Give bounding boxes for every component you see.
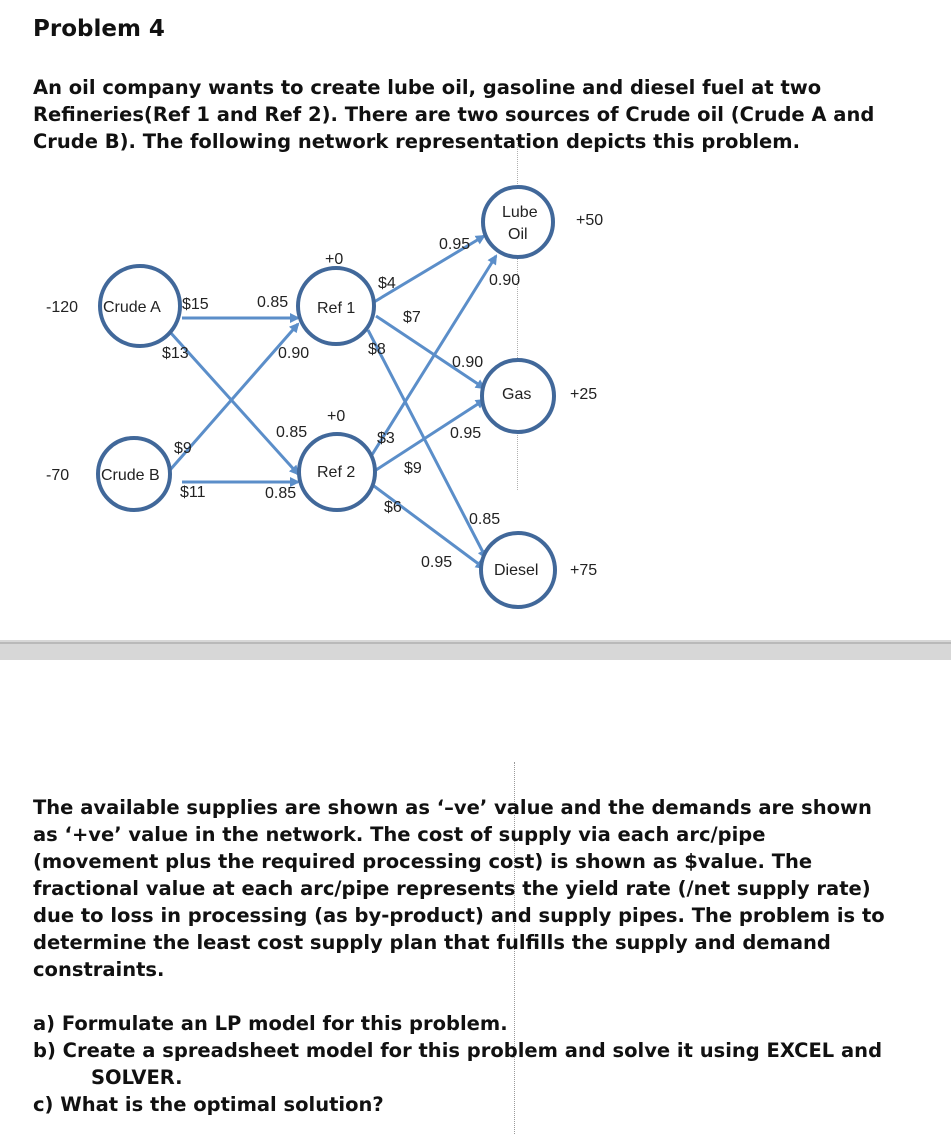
diesel-label: Diesel [494, 562, 539, 579]
description-line: as ‘+ve’ value in the network. The cost of supply via each arc/pipe [33, 823, 766, 846]
cost-ref2-lube: $3 [377, 430, 395, 447]
ref1-balance: +0 [325, 251, 344, 268]
description-line: (movement plus the required processing cost) is shown as $value. The [33, 850, 813, 873]
crude-b-supply: -70 [46, 467, 70, 484]
description-line: due to loss in processing (as by-product) and supply pipes. The problem is to [33, 904, 885, 927]
cost-crude-b-ref2: $11 [180, 484, 206, 501]
cost-ref2-diesel: $6 [384, 499, 402, 516]
lube-label-line1: Lube [502, 204, 538, 221]
cost-ref1-lube: $4 [378, 275, 396, 292]
lube-label-line2: Oil [508, 226, 528, 243]
crude-a-supply: -120 [46, 299, 79, 316]
cost-crude-b-ref1: $9 [174, 440, 192, 457]
cost-crude-a-ref1: $15 [182, 296, 209, 313]
description-line: The available supplies are shown as ‘–ve’ value and the demands are shown [33, 796, 872, 819]
question-b-continued: SOLVER. [91, 1066, 183, 1089]
ref2-label: Ref 2 [317, 464, 356, 481]
yield-ref2-lube: 0.90 [489, 272, 521, 289]
yield-ref2-diesel: 0.95 [421, 554, 453, 571]
cost-ref1-gas: $7 [403, 309, 421, 326]
description-line: constraints. [33, 958, 165, 981]
crude-a-label: Crude A [103, 299, 161, 316]
yield-crude-a-ref2: 0.85 [276, 424, 308, 441]
intro-line: Refineries(Ref 1 and Ref 2). There are two sources of Crude oil (Crude A and [33, 103, 875, 126]
cost-ref2-gas: $9 [404, 460, 422, 477]
description-line: fractional value at each arc/pipe represents the yield rate (/net supply rate) [33, 877, 871, 900]
questions-list [33, 1010, 882, 1118]
yield-crude-b-ref1: 0.90 [278, 345, 310, 362]
question-a: a) Formulate an LP model for this problem. [33, 1012, 508, 1035]
problem-title: Problem 4 [33, 16, 165, 42]
crude-b-label: Crude B [101, 467, 160, 484]
description-paragraph [33, 794, 885, 983]
gas-demand: +25 [570, 386, 598, 403]
intro-paragraph [33, 74, 874, 155]
question-c: c) What is the optimal solution? [33, 1093, 384, 1116]
intro-line: An oil company wants to create lube oil, gasoline and diesel fuel at two [33, 76, 822, 99]
node-lube-oil [483, 187, 553, 257]
lube-demand: +50 [576, 212, 604, 229]
network-diagram [0, 170, 951, 610]
ref2-balance: +0 [327, 408, 346, 425]
cost-ref1-diesel: $8 [368, 341, 386, 358]
yield-crude-b-ref2: 0.85 [265, 485, 297, 502]
yield-crude-a-ref1: 0.85 [257, 294, 289, 311]
yield-ref1-diesel: 0.85 [469, 511, 501, 528]
gas-label: Gas [502, 386, 532, 403]
diesel-demand: +75 [570, 562, 598, 579]
page-separator [0, 640, 951, 660]
description-line: determine the least cost supply plan that fulfills the supply and demand [33, 931, 831, 954]
question-b: b) Create a spreadsheet model for this problem and solve it using EXCEL and [33, 1039, 883, 1062]
ref1-label: Ref 1 [317, 300, 356, 317]
yield-ref1-gas: 0.90 [452, 354, 484, 371]
yield-ref2-gas: 0.95 [450, 425, 482, 442]
cost-crude-a-ref2: $13 [162, 345, 189, 362]
yield-ref1-lube: 0.95 [439, 236, 471, 253]
intro-line: Crude B). The following network representation depicts this problem. [33, 130, 801, 153]
